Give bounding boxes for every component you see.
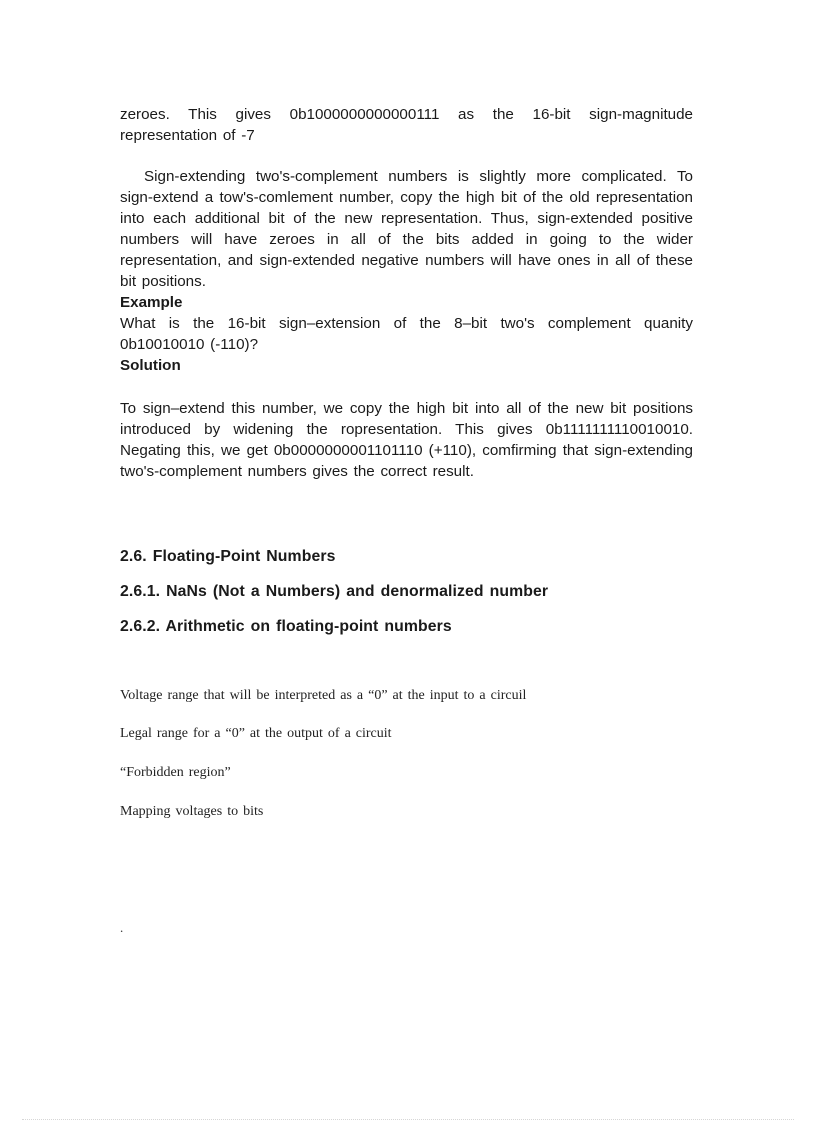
note-mapping-voltages: Mapping voltages to bits (120, 804, 264, 819)
paragraph-sign-extending: Sign-extending two's-complement numbers is slightly more complicated. To sign-extend a tow's-comlement number, copy the high bit of the old representation into each additional bit of the new representation. Thus, sign-extended positive numbers will have zeroes in all of the bits added in going to the wider representation, and sign-extended negative numbers will have ones in all of these bit positions. (120, 168, 693, 290)
page-bottom-border (22, 1119, 794, 1120)
note-voltage-range: Voltage range that will be interpreted as a “0” at the input to a circuil (120, 688, 527, 703)
section-arithmetic: 2.6.2. Arithmetic on floating-point numbers (120, 618, 452, 635)
note-legal-range: Legal range for a “0” at the output of a circuit (120, 726, 392, 741)
example-question: What is the 16-bit sign–extension of the 8–bit two's complement quanity 0b10010010 (-110)? (120, 315, 693, 353)
note-forbidden-region: “Forbidden region” (120, 765, 231, 780)
section-floating-point: 2.6. Floating-Point Numbers (120, 548, 336, 565)
solution-text: To sign–extend this number, we copy the high bit into all of the new bit positions introduced by widening the ropresentation. This gives 0b1111111110010010. Negating this, we get 0b0000000001101110 (+110), comfirming that sign-extending two's-complement numbers gives the correct result. (120, 400, 693, 480)
stray-dot: . (120, 920, 124, 935)
section-nans: 2.6.1. NaNs (Not a Numbers) and denormalized number (120, 583, 549, 600)
paragraph-sign-magnitude: zeroes. This gives 0b1000000000000111 as the 16-bit sign-magnitude representation of -7 (120, 106, 693, 144)
page-content (120, 104, 693, 938)
example-heading: Example (120, 294, 183, 311)
solution-heading: Solution (120, 357, 181, 374)
